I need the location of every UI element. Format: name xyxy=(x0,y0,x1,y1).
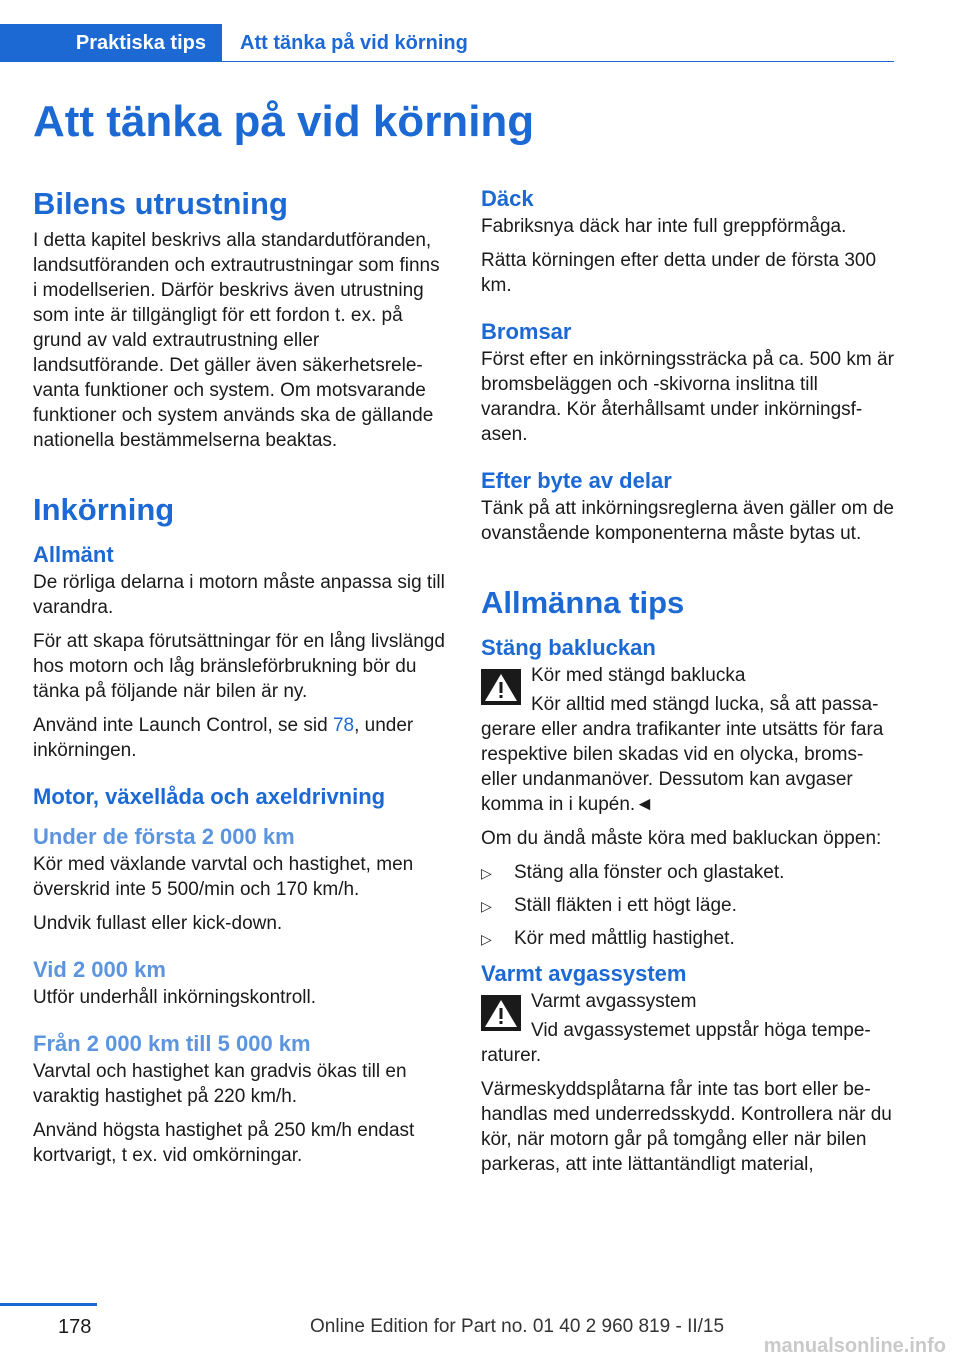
chapter-tab[interactable] xyxy=(0,24,222,62)
subheading-hot-exhaust: Varmt avgassystem xyxy=(481,961,687,986)
warning-exhaust-body xyxy=(481,1018,899,1068)
edition-note: Online Edition for Part no. 01 40 2 960 819 - II/15 xyxy=(310,1316,725,1337)
footer-rule xyxy=(0,1303,97,1306)
subheading-parts: Efter byte av delar xyxy=(481,468,672,493)
page-title: Att tänka på vid körning xyxy=(33,97,535,146)
list-item-text: Kör med måttlig hastighet. xyxy=(514,928,735,949)
warning-tailgate xyxy=(481,663,899,817)
subheading-tailgate: Stäng bakluckan xyxy=(481,635,656,660)
subheading-engine: Motor, växellåda och axeldrivning xyxy=(33,784,386,809)
minor-heading-2000-5000: Från 2 000 km till 5 000 km xyxy=(33,1031,311,1056)
watermark: manualsonline.info xyxy=(763,1335,946,1357)
2000-5000-paragraph-1: Varvtal och hastighet kan gradvis ökas till en varaktig hastighet på 220 km/h. xyxy=(33,1061,407,1107)
general-paragraph-3 xyxy=(33,713,449,763)
general-paragraph-3-post: , under inkörningen. xyxy=(33,715,414,761)
heat-shield-paragraph: Värmeskyddsplåtarna får inte tas bort eller behandlas med underredsskydd. Kontrollera när du kör, när motorn går på tomgång eller när bilen parkeras, att inte lättantändligt material, xyxy=(481,1079,892,1175)
minor-heading-at-2000: Vid 2 000 km xyxy=(33,957,166,982)
list-item xyxy=(481,860,899,885)
section-title-equipment: Bilens utrustning xyxy=(33,186,288,221)
warning-tailgate-heading: Kör med stängd baklucka xyxy=(531,665,746,686)
warning-triangle-icon xyxy=(481,995,521,1031)
triangle-bullet-icon: ▷ xyxy=(481,865,492,881)
list-item xyxy=(481,926,899,951)
section-tab[interactable] xyxy=(240,24,468,62)
left-column xyxy=(33,184,449,1177)
general-paragraph-3-pre: Använd inte Launch Control, se sid xyxy=(33,715,333,736)
header-bar xyxy=(0,24,894,62)
list-item-text: Ställ fläkten i ett högt läge. xyxy=(514,895,737,916)
2000-5000-paragraph-2: Använd högsta hastighet på 250 km/h endast kortvarigt, t ex. vid omkörningar. xyxy=(33,1120,415,1166)
warning-exhaust-text: Vid avgassystemet uppstår höga temperaturer. xyxy=(481,1020,871,1066)
general-paragraph-1: De rörliga delarna i motorn måste anpassa sig till varandra. xyxy=(33,572,445,618)
at-2000-paragraph: Utför underhåll inkörningskontroll. xyxy=(33,987,317,1008)
general-paragraph-2: För att skapa förutsättningar för en lång livslängd hos motorn och låg bränsleförbrukning bör du tänka på följande när bilen är ny. xyxy=(33,631,445,702)
triangle-bullet-icon: ▷ xyxy=(481,898,492,914)
header-rule xyxy=(222,61,894,62)
subheading-brakes: Bromsar xyxy=(481,319,572,344)
right-column xyxy=(481,184,899,1186)
list-item-text: Stäng alla fönster och glastaket. xyxy=(514,862,785,883)
section-tab-label: Att tänka på vid körning xyxy=(240,31,468,54)
chapter-tab-label: Praktiska tips xyxy=(75,31,206,54)
page-reference-link[interactable]: 78 xyxy=(332,715,355,736)
equipment-paragraph: I detta kapitel beskrivs alla standardutföranden, landsutföranden och extrautrustningar som finns i modellserien. Därför beskrivs även utrustning som inte är tillgängligt för ett fordon t. ex. på grund av vald extrautrustning eller landsutförande. Det gäller även säkerhetsrelevanta funktioner och system. Om motsvarande funktioner och system används ska de gällande nationella bestämmelserna beaktas. xyxy=(33,230,440,451)
section-title-break-in: Inkörning xyxy=(33,492,175,527)
tires-paragraph-1: Fabriksnya däck har inte full greppförmåga. xyxy=(481,216,847,237)
warning-exhaust-heading: Varmt avgassystem xyxy=(531,991,697,1012)
first-2000-paragraph-2: Undvik fullast eller kick-down. xyxy=(33,913,283,934)
warning-triangle-icon xyxy=(481,669,521,705)
warning-tailgate-body xyxy=(481,692,899,817)
tailgate-instructions-list xyxy=(481,860,899,951)
list-item xyxy=(481,893,899,918)
first-2000-paragraph-1: Kör med växlande varvtal och hastighet, men överskrid inte 5 500/min och 170 km/h. xyxy=(33,854,414,900)
warning-tailgate-text: Kör alltid med stängd lucka, så att passagerare eller andra trafikanter inte utsätts för fara respektive bilen skadas vid en olycka, broms- eller undanmanöver. Dessutom kan avgaser komma in i kupén.◄ xyxy=(481,694,884,815)
subheading-tires: Däck xyxy=(481,186,534,211)
section-title-general-tips: Allmänna tips xyxy=(481,585,685,620)
warning-hot-exhaust xyxy=(481,989,899,1068)
minor-heading-first-2000: Under de första 2 000 km xyxy=(33,824,295,849)
page-number: 178 xyxy=(58,1316,92,1338)
parts-paragraph: Tänk på att inkörningsreglerna även gäller om de ovanstående komponenterna måste bytas ut. xyxy=(481,498,894,544)
open-tailgate-paragraph: Om du ändå måste köra med bakluckan öppen: xyxy=(481,828,882,849)
triangle-bullet-icon: ▷ xyxy=(481,931,492,947)
brakes-paragraph: Först efter en inkörningssträcka på ca. 500 km är bromsbeläggen och -skivorna inslitna till varandra. Kör återhållsamt under inkörningsfasen. xyxy=(481,349,894,445)
subheading-general: Allmänt xyxy=(33,542,114,567)
tires-paragraph-2: Rätta körningen efter detta under de första 300 km. xyxy=(481,250,877,296)
